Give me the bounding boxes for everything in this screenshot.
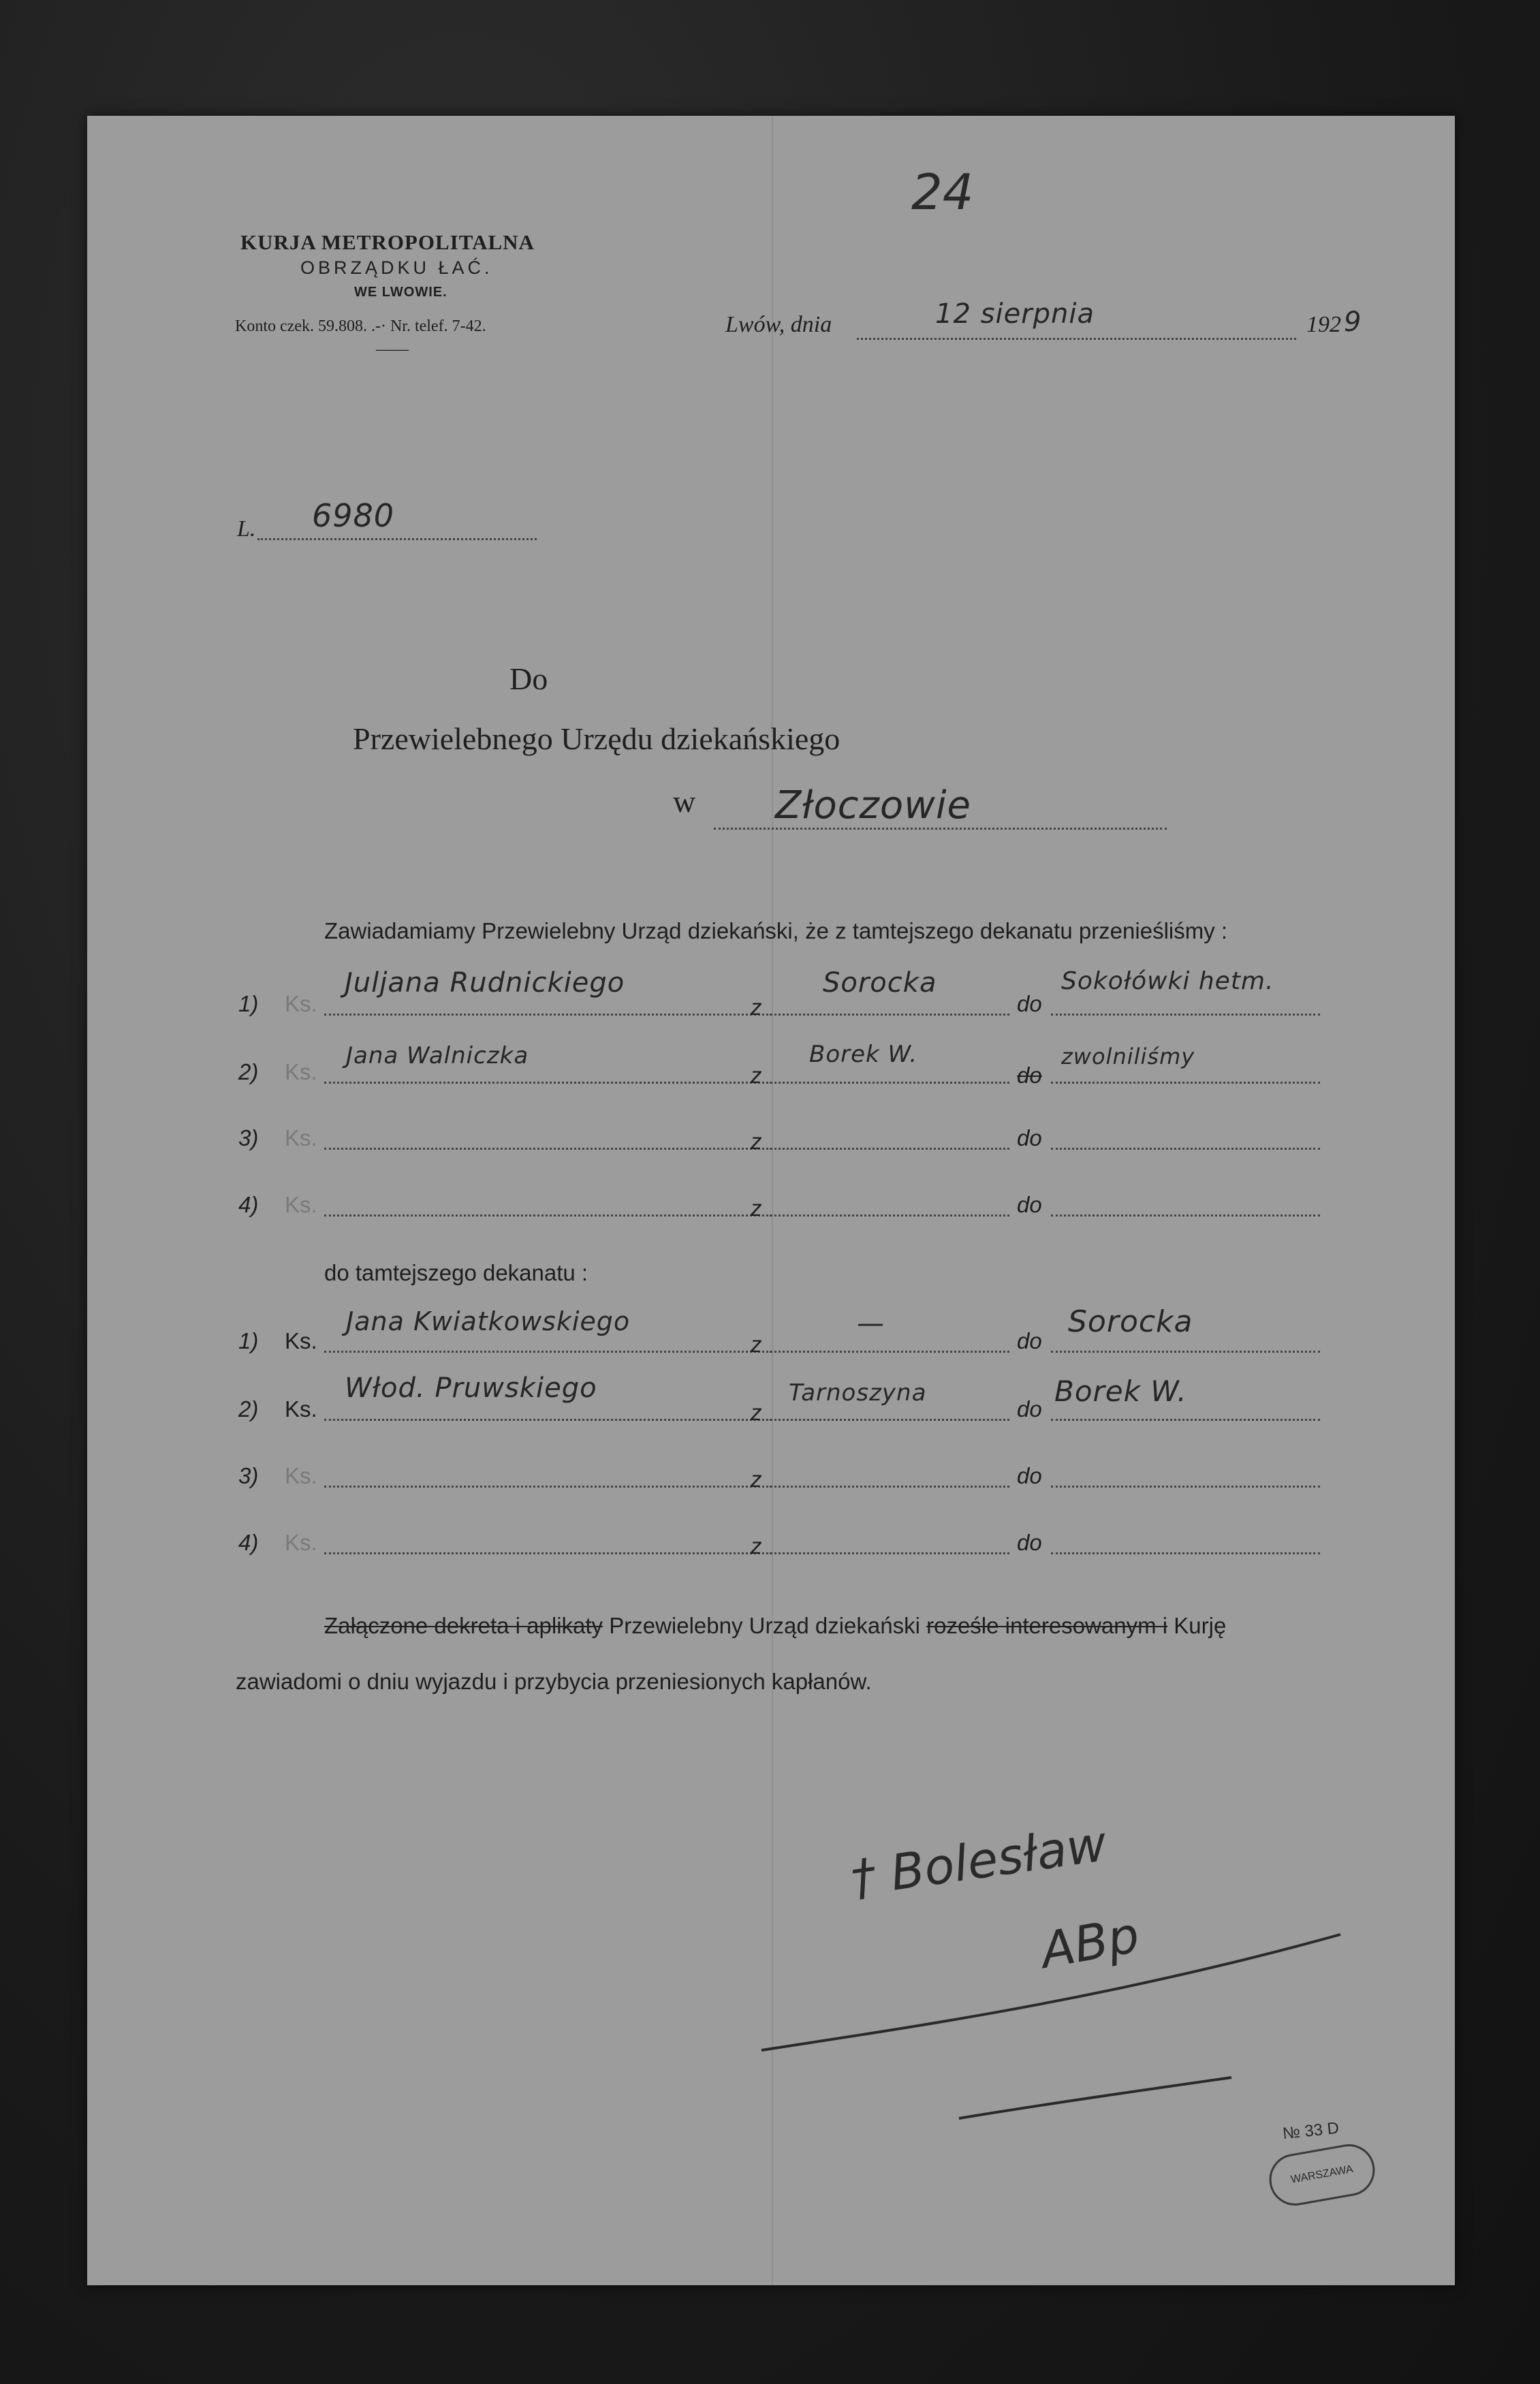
name-dotline: [324, 1082, 821, 1084]
row-number: 1): [238, 1328, 259, 1353]
row-z-label: z: [751, 1400, 762, 1425]
from-dotline: [770, 1419, 1009, 1421]
letterhead-city: WE LWOWIE.: [354, 285, 447, 300]
row-z-label: z: [751, 1195, 762, 1221]
row-do-label: do: [1017, 1328, 1042, 1353]
closing-struck-1: Załączone dekreta i aplikaty: [324, 1613, 603, 1638]
row-number: 4): [238, 1530, 259, 1555]
letterhead-account: Konto czek. 59.808. .-· Nr. telef. 7-42.: [235, 317, 486, 335]
row-do-label: do: [1017, 1125, 1042, 1150]
from-dotline: [770, 1351, 1009, 1353]
letterhead-rite: OBRZĄDKU ŁAĆ.: [300, 257, 493, 278]
row-z-label: z: [751, 1533, 762, 1558]
date-dotline: [857, 338, 1296, 340]
letterhead-dash: ——: [376, 341, 409, 358]
moved-in-label: do tamtejszego dekanatu :: [324, 1260, 588, 1285]
closing-line-1: [324, 1613, 1226, 1639]
stamp-text: WARSZAWA: [1289, 2163, 1354, 2186]
closing-line-2: zawiadomi o dniu wyjazdu i przybycia przeniesionych kapłanów.: [236, 1669, 872, 1694]
row-ks-label: Ks.: [285, 1530, 317, 1555]
archive-stamp: [1266, 2140, 1379, 2210]
signature-title: ABp: [1036, 1906, 1144, 1979]
to-dotline: [1051, 1552, 1320, 1554]
to-parish: Sokołówki hetm.: [1061, 967, 1274, 995]
closing-struck-2: roześle interesowanym i: [926, 1613, 1168, 1638]
row-do-label: do: [1017, 1396, 1042, 1422]
from-dotline: [770, 1486, 1009, 1488]
date-value: 12 sierpnia: [935, 298, 1095, 330]
row-ks-label: Ks.: [285, 1192, 317, 1217]
name-dotline: [324, 1214, 821, 1217]
to-dotline: [1051, 1419, 1320, 1421]
row-number: 3): [238, 1463, 259, 1488]
to-dotline: [1051, 1351, 1320, 1353]
name-dotline: [324, 1148, 821, 1150]
closing-text-1: Przewielebny Urząd dziekański: [603, 1613, 927, 1638]
stamp-number: № 33 D: [1281, 2118, 1340, 2144]
row-z-label: z: [751, 1332, 762, 1357]
row-number: 2): [238, 1059, 259, 1084]
priest-name: Jana Kwiatkowskiego: [346, 1306, 631, 1336]
from-parish: —: [857, 1308, 885, 1339]
to-dotline: [1051, 1486, 1320, 1488]
priest-name: Jana Walniczka: [346, 1042, 529, 1069]
row-z-label: z: [751, 994, 762, 1020]
reference-dotline: [257, 538, 537, 540]
document-sheet: [87, 116, 1455, 2285]
priest-name: Juljana Rudnickiego: [345, 967, 625, 999]
from-parish: Borek W.: [809, 1041, 918, 1068]
from-dotline: [770, 1148, 1009, 1150]
folio-number: 24: [911, 163, 974, 221]
row-z-label: z: [751, 1063, 762, 1088]
to-dotline: [1051, 1214, 1320, 1217]
row-z-label: z: [751, 1129, 762, 1154]
from-parish: Sorocka: [823, 967, 937, 999]
address-to: Do: [509, 661, 548, 696]
row-ks-label: Ks.: [285, 1328, 317, 1353]
from-dotline: [770, 1082, 1009, 1084]
row-ks-label: Ks.: [285, 1396, 317, 1422]
to-parish: Sorocka: [1068, 1304, 1193, 1339]
row-ks-label: Ks.: [285, 991, 317, 1016]
row-z-label: z: [751, 1467, 762, 1492]
row-number: 1): [238, 991, 259, 1016]
name-dotline: [324, 1552, 821, 1554]
row-number: 3): [238, 1125, 259, 1150]
from-dotline: [770, 1552, 1009, 1554]
name-dotline: [324, 1014, 821, 1016]
reference-number: 6980: [312, 497, 395, 534]
row-do-label: do: [1017, 1192, 1042, 1217]
address-place-dotline: [714, 828, 1167, 830]
year-suffix: 9: [1344, 307, 1362, 338]
to-parish: zwolniliśmy: [1061, 1044, 1195, 1069]
from-parish: Tarnoszyna: [789, 1379, 927, 1407]
from-dotline: [770, 1014, 1009, 1016]
address-recipient: Przewielebnego Urzędu dziekańskiego: [353, 721, 840, 756]
name-dotline: [324, 1486, 821, 1488]
name-dotline: [324, 1351, 821, 1353]
to-parish: Borek W.: [1054, 1375, 1187, 1408]
row-do-label: do: [1017, 1463, 1042, 1488]
letterhead-title: KURJA METROPOLITALNA: [240, 230, 535, 254]
date-prefix: Lwów, dnia: [725, 312, 832, 337]
closing-text-2: Kurję: [1167, 1613, 1227, 1638]
reference-label: L.: [237, 516, 256, 542]
row-ks-label: Ks.: [285, 1463, 317, 1488]
priest-name: Włod. Pruwskiego: [345, 1373, 597, 1404]
to-dotline: [1051, 1014, 1320, 1016]
row-ks-label: Ks.: [285, 1059, 317, 1084]
row-do-label: do: [1017, 1530, 1042, 1555]
address-w-label: w: [673, 784, 696, 819]
address-place: Złoczowie: [775, 783, 971, 828]
intro-text: Zawiadamiamy Przewielebny Urząd dziekański, że z tamtejszego dekanatu przenieśliśmy :: [324, 918, 1228, 943]
name-dotline: [324, 1419, 821, 1421]
to-dotline: [1051, 1148, 1320, 1150]
row-do-label: do: [1017, 991, 1042, 1016]
row-ks-label: Ks.: [285, 1125, 317, 1150]
to-dotline: [1051, 1082, 1320, 1084]
signature-name: † Bolesław: [847, 1815, 1110, 1907]
from-dotline: [770, 1214, 1009, 1217]
row-number: 2): [238, 1396, 259, 1422]
year-prefix: 192: [1306, 312, 1341, 337]
row-do-label: do: [1017, 1063, 1042, 1088]
row-number: 4): [238, 1192, 259, 1217]
